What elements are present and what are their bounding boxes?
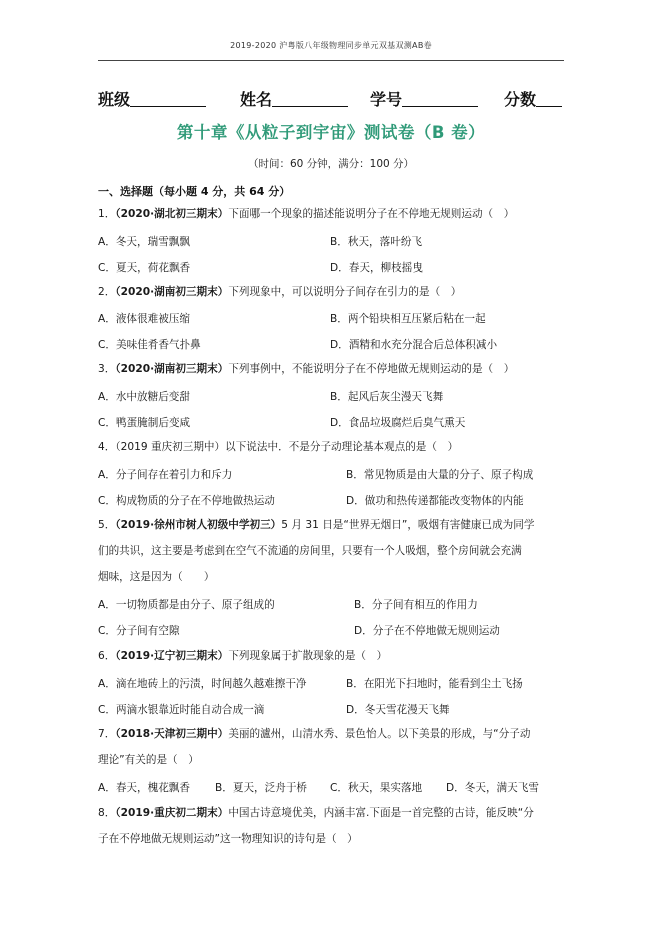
name-blank[interactable] <box>272 92 348 107</box>
question-number: 1． <box>98 208 116 220</box>
question-3-option-c[interactable]: C．鸭蛋腌制后变咸 <box>98 417 191 429</box>
question-line <box>98 800 566 826</box>
question-7-option-d[interactable]: D．冬天，满天飞雪 <box>446 782 539 794</box>
question-7 <box>98 721 566 773</box>
exam-subtitle: （时间：60 分钟，满分：100 分） <box>247 158 415 170</box>
question-7-option-a[interactable]: A．春天，槐花飘香 <box>98 782 190 794</box>
question-4-option-c[interactable]: C．构成物质的分子在不停地做热运动 <box>98 495 275 507</box>
question-4-option-d[interactable]: D．做功和热传递都能改变物体的内能 <box>346 495 524 507</box>
question-source: （2019·徐州市树人初级中学初三） <box>115 519 282 531</box>
question-2-option-c[interactable]: C．美味佳肴香气扑鼻 <box>98 339 201 351</box>
question-line: 烟味，这是因为（ ） <box>98 571 215 583</box>
question-5 <box>98 512 566 590</box>
question-number: 5． <box>98 519 116 531</box>
question-source: （2018·天津初三期中） <box>115 728 229 740</box>
question-6 <box>98 643 566 669</box>
student-id-blank[interactable] <box>402 92 478 107</box>
question-5-option-b[interactable]: B．分子间有相互的作用力 <box>354 599 478 611</box>
running-header: 2019-2020 沪粤版八年级物理同步单元双基双测AB卷 <box>230 41 432 50</box>
question-1-option-b[interactable]: B．秋天，落叶纷飞 <box>330 236 423 248</box>
question-5-option-a[interactable]: A．一切物质都是由分子、原子组成的 <box>98 599 275 611</box>
question-number: 2． <box>98 286 116 298</box>
question-1-option-d[interactable]: D．春天，柳枝摇曳 <box>330 262 423 274</box>
question-source: （2020·湖南初三期末） <box>115 363 229 375</box>
question-number: 4． <box>98 441 116 453</box>
question-number: 7． <box>98 728 116 740</box>
question-source: （2020·湖北初三期末） <box>115 208 229 220</box>
question-3-option-a[interactable]: A．水中放糖后变甜 <box>98 391 190 403</box>
question-3-option-b[interactable]: B．起风后灰尘漫天飞舞 <box>330 391 444 403</box>
question-source: （2019·辽宁初三期末） <box>115 650 229 662</box>
question-2-option-d[interactable]: D．酒精和水充分混合后总体积减小 <box>330 339 498 351</box>
question-source: （2019 重庆初三期中） <box>115 441 226 453</box>
question-text: 美丽的瀘州，山清水秀、景色怡人。以下美景的形成，与“分子动 <box>228 728 531 740</box>
question-6-option-a[interactable]: A．滴在地砖上的污渍，时间越久越难擦干净 <box>98 678 307 690</box>
question-1 <box>98 201 566 227</box>
question-6-option-d[interactable]: D．冬天雪花漫天飞舞 <box>346 704 450 716</box>
question-number: 8． <box>98 807 116 819</box>
question-7-option-b[interactable]: B．夏天，泛舟于桥 <box>215 782 308 794</box>
header-rule <box>98 60 564 61</box>
question-7-option-c[interactable]: C．秋天，果实落地 <box>330 782 423 794</box>
question-text: 下列现象中，可以说明分子间存在引力的是（ ） <box>228 286 462 298</box>
question-5-option-d[interactable]: D．分子在不停地做无规则运动 <box>354 625 500 637</box>
section-heading: 一、选择题（每小题 4 分，共 64 分） <box>98 185 291 198</box>
name-label: 姓名 <box>240 90 273 109</box>
question-5-option-c[interactable]: C．分子间有空隙 <box>98 625 180 637</box>
question-text: 下列现象属于扩散现象的是（ ） <box>228 650 388 662</box>
question-3-option-d[interactable]: D．食品垃圾腐烂后臭气熏天 <box>330 417 466 429</box>
student-id-field <box>370 87 478 110</box>
score-label: 分数 <box>504 90 537 109</box>
question-source: （2020·湖南初三期末） <box>115 286 229 298</box>
question-line: 们的共识，这主要是考虑到在空气不流通的房间里，只要有一个人吸烟，整个房间就会充满 <box>98 545 522 557</box>
question-2-option-a[interactable]: A．液体很难被压缩 <box>98 313 190 325</box>
question-3 <box>98 356 566 382</box>
question-number: 6． <box>98 650 116 662</box>
question-line <box>98 512 566 538</box>
question-8 <box>98 800 566 852</box>
question-text: 以下说法中．不是分子动理论基本观点的是（ ） <box>225 441 459 453</box>
student-id-label: 学号 <box>370 90 403 109</box>
question-text: 下列事例中，不能说明分子在不停地做无规则运动的是（ ） <box>228 363 515 375</box>
class-blank[interactable] <box>130 92 206 107</box>
question-text: 中国古诗意境优美，内涵丰富.下面是一首完整的古诗，能反映“分 <box>228 807 534 819</box>
question-4 <box>98 434 566 460</box>
question-2-option-b[interactable]: B．两个铅块相互压紧后粘在一起 <box>330 313 486 325</box>
question-4-option-b[interactable]: B．常见物质是由大量的分子、原子构成 <box>346 469 534 481</box>
question-source: （2019·重庆初二期末） <box>115 807 229 819</box>
question-number: 3． <box>98 363 116 375</box>
name-field <box>240 87 348 110</box>
question-line: 子在不停地做无规则运动”这一物理知识的诗句是（ ） <box>98 833 358 845</box>
question-2 <box>98 279 566 305</box>
question-6-option-b[interactable]: B．在阳光下扫地时，能看到尘土飞扬 <box>346 678 523 690</box>
question-text: 下面哪一个现象的描述能说明分子在不停地无规则运动（ ） <box>228 208 515 220</box>
question-1-option-a[interactable]: A．冬天，瑞雪飘飘 <box>98 236 190 248</box>
question-line <box>98 721 566 747</box>
question-6-option-c[interactable]: C．两滴水银靠近时能自动合成一滴 <box>98 704 265 716</box>
exam-title: 第十章《从粒子到宇宙》测试卷（B 卷） <box>176 123 486 142</box>
question-4-option-a[interactable]: A．分子间存在着引力和斥力 <box>98 469 233 481</box>
question-text: 5 月 31 日是“世界无烟日”，吸烟有害健康已成为同学 <box>281 519 535 531</box>
class-field <box>98 87 206 110</box>
score-field <box>504 87 562 110</box>
question-1-option-c[interactable]: C．夏天，荷花飘香 <box>98 262 191 274</box>
question-line: 理论”有关的是（ ） <box>98 754 199 766</box>
class-label: 班级 <box>98 90 131 109</box>
score-blank[interactable] <box>536 92 562 107</box>
